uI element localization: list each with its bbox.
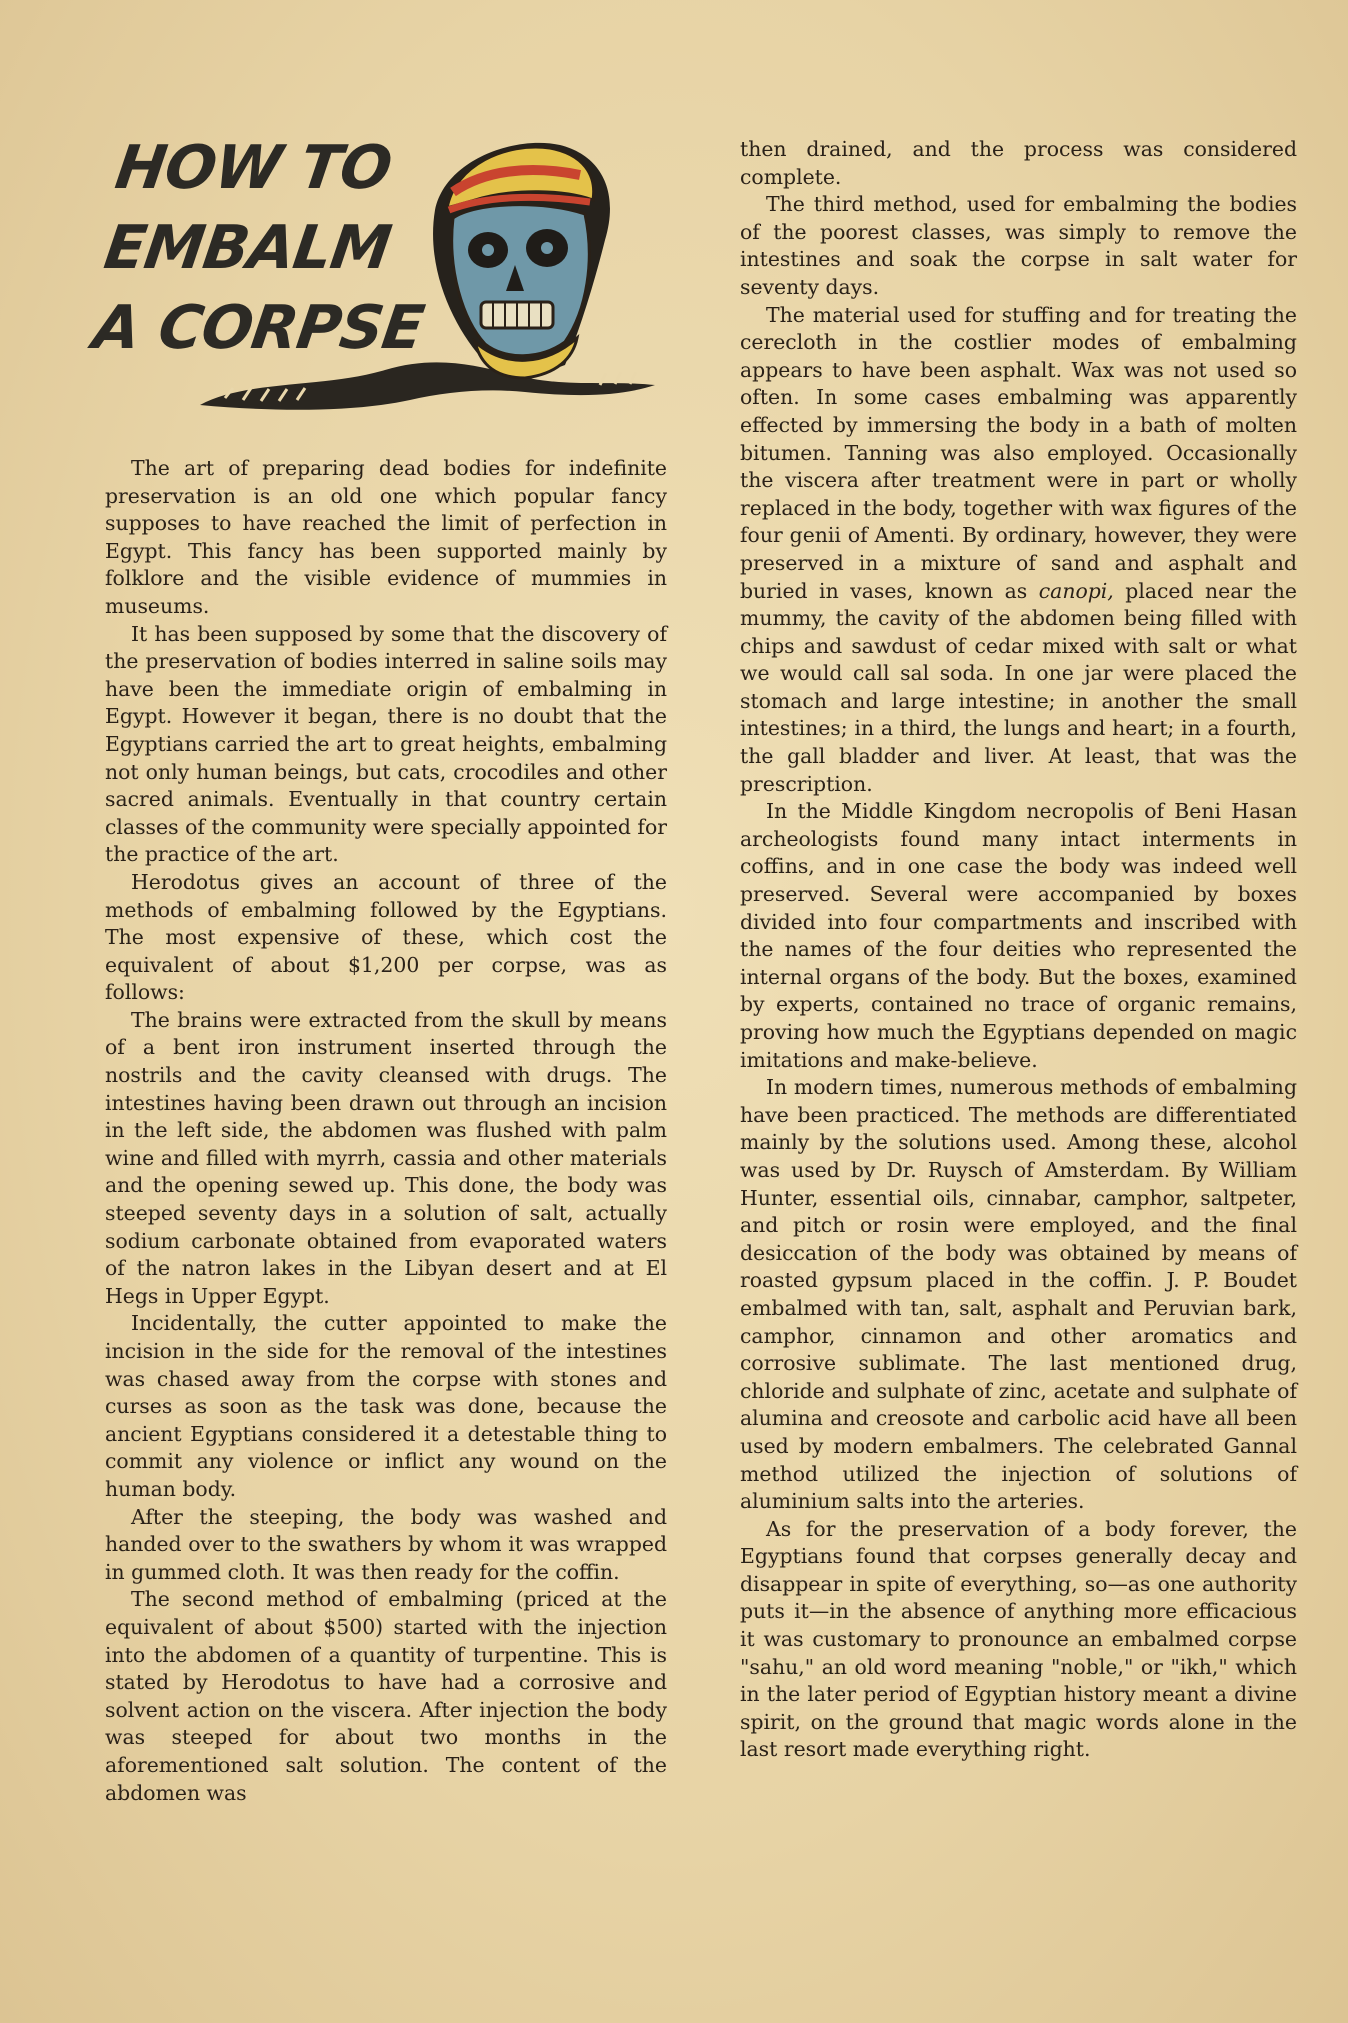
paragraph: In the Middle Kingdom necropolis of Beni Hasan archeologists found many intact interments in coffins, and in one case the body was indeed well preserved. Several were accompanied by boxes divided into four compartments and inscribed with the names of the four deities who represented the internal organs of the body. But the boxes, examined by experts, contained no trace of organic remains, proving how much the Egyptians depended on magic imitations and make-believe. <box>740 799 1297 1072</box>
left-column <box>105 455 667 1807</box>
text-run: placed near the mummy, the cavity of the abdomen being filled with chips and sawdust of cedar mixed with salt or what we would call sal soda. In one jar were placed the stomach and large intestine; in another the small intestines; in a third, the lungs and heart; in a fourth, the gall bladder and liver. At least, that was the prescription. <box>740 578 1297 796</box>
text-run: The material used for stuffing and for treating the cerecloth in the costlier modes of embalming appears to have been asphalt. Wax was not used so often. In some cases embalming was apparently effected by immersing the body in a bath of molten bitumen. Tanning was also employed. Occasionally the viscera after treatment were in part or wholly replaced in the body, together with wax figures of the four genii of Amenti. By ordinary, however, they were preserved in a mixture of sand and asphalt and buried in vases, known as <box>740 302 1297 603</box>
right-column <box>740 136 1297 1764</box>
paragraph: The second method of embalming (priced at the equivalent of about $500) started with the injection into the abdomen of a quantity of turpentine. This is stated by Herodotus to have had a corrosive and solvent action on the viscera. After injection the body was steeped for about two months in the aforementioned salt solution. The content of the abdomen was <box>105 1587 667 1805</box>
paragraph <box>740 302 1297 799</box>
paragraph: then drained, and the process was considered complete. <box>740 137 1297 189</box>
paragraph: The third method, used for embalming the bodies of the poorest classes, was simply to remove the intestines and soak the corpse in salt water for seventy days. <box>740 192 1297 299</box>
paragraph: As for the preservation of a body forever, the Egyptians found that corpses generally decay and disappear in spite of everything, so—as one authority puts it—in the absence of anything more efficacious it was customary to pronounce an embalmed corpse "sahu," an old word meaning "noble," or "ikh," which in the later period of Egyptian history meant a divine spirit, on the ground that magic words alone in the last resort made everything right. <box>740 1516 1297 1762</box>
paragraph: Incidentally, the cutter appointed to make the incision in the side for the removal of the intestines was chased away from the corpse with stones and curses as soon as the task was done, because the ancient Egyptians considered it a detestable thing to commit any violence or inflict any wound on the human body. <box>105 1311 667 1501</box>
italic-term: canopi, <box>1038 578 1114 603</box>
paragraph: The brains were extracted from the skull by means of a bent iron instrument inserted through the nostrils and the cavity cleansed with drugs. The intestines having been drawn out through an incision in the left side, the abdomen was flushed with palm wine and filled with myrrh, cassia and other materials and the opening sewed up. This done, the body was steeped seventy days in a solution of salt, actually sodium carbonate obtained from evaporated waters of the natron lakes in the Libyan desert and at El Hegs in Upper Egypt. <box>105 1007 667 1308</box>
title-line: HOW TO <box>111 133 396 203</box>
paragraph: In modern times, numerous methods of embalming have been practiced. The methods are differentiated mainly by the solutions used. Among these, alcohol was used by Dr. Ruysch of Amsterdam. By William Hunter, essential oils, cinnabar, camphor, saltpeter, and pitch or rosin were employed, and the final desiccation of the body was obtained by means of roasted gypsum placed in the coffin. J. P. Boudet embalmed with tan, salt, asphalt and Peruvian bark, camphor, cinnamon and other aromatics and corrosive sublimate. The last mentioned drug, chloride and sulphate of zinc, acetate and sulphate of alumina and creosote and carbolic acid have all been used by modern embalmers. The celebrated Gannal method utilized the injection of solutions of aluminium salts into the arteries. <box>740 1075 1297 1514</box>
paragraph: Herodotus gives an account of three of the methods of embalming followed by the Egyptians. The most expensive of these, which cost the equivalent of about $1,200 per corpse, was as follows: <box>105 869 667 1005</box>
title-line: A CORPSE <box>88 293 428 363</box>
paragraph: The art of preparing dead bodies for indefinite preservation is an old one which popular fancy supposes to have reached the limit of perfection in Egypt. This fancy has been supported mainly by folklore and the visible evidence of mummies in museums. <box>105 456 667 618</box>
paragraph: It has been supposed by some that the discovery of the preservation of bodies interred in saline soils may have been the immediate origin of embalming in Egypt. However it began, there is no doubt that the Egyptians carried the art to great heights, embalming not only human beings, but cats, crocodiles and other sacred animals. Eventually in that country certain classes of the community were specially appointed for the practice of the art. <box>105 621 667 867</box>
paragraph: After the steeping, the body was washed and handed over to the swathers by whom it was wrapped in gummed cloth. It was then ready for the coffin. <box>105 1504 667 1584</box>
article-title <box>88 128 502 368</box>
title-line: EMBALM <box>100 213 395 283</box>
